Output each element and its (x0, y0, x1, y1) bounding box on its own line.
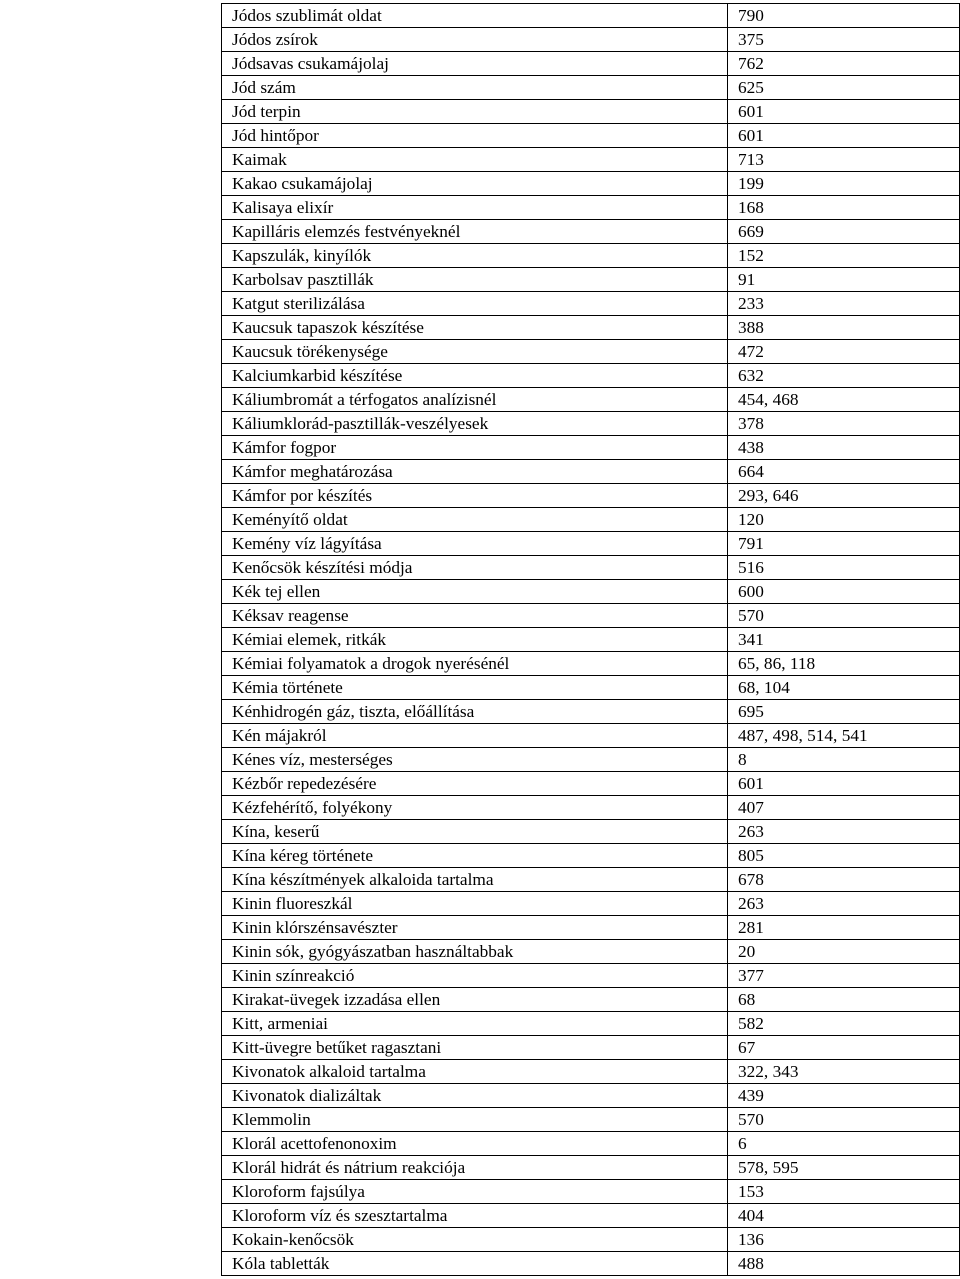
index-term: Klemmolin (222, 1108, 728, 1132)
index-term: Káliumklorád-pasztillák-veszélyesek (222, 412, 728, 436)
index-term: Kitt-üvegre betűket ragasztani (222, 1036, 728, 1060)
index-page-numbers: 377 (728, 964, 960, 988)
index-term: Kénes víz, mesterséges (222, 748, 728, 772)
table-row (222, 1084, 960, 1108)
index-page-numbers: 600 (728, 580, 960, 604)
index-term: Jódos szublimát oldat (222, 4, 728, 28)
index-page-numbers: 341 (728, 628, 960, 652)
index-page-numbers: 578, 595 (728, 1156, 960, 1180)
table-row (222, 604, 960, 628)
index-term: Kámfor meghatározása (222, 460, 728, 484)
index-term: Jód szám (222, 76, 728, 100)
index-term: Kézbőr repedezésére (222, 772, 728, 796)
index-page-numbers: 233 (728, 292, 960, 316)
index-page-numbers: 91 (728, 268, 960, 292)
index-term: Kéksav reagense (222, 604, 728, 628)
table-row (222, 76, 960, 100)
index-term: Kék tej ellen (222, 580, 728, 604)
index-term: Jód hintőpor (222, 124, 728, 148)
index-page-numbers: 153 (728, 1180, 960, 1204)
index-term: Kémiai elemek, ritkák (222, 628, 728, 652)
index-page-numbers: 601 (728, 124, 960, 148)
index-page-numbers: 582 (728, 1012, 960, 1036)
table-row (222, 436, 960, 460)
index-page-numbers: 378 (728, 412, 960, 436)
table-row (222, 1108, 960, 1132)
index-page-numbers: 713 (728, 148, 960, 172)
index-page-numbers: 67 (728, 1036, 960, 1060)
table-row (222, 652, 960, 676)
table-row (222, 700, 960, 724)
index-page-numbers: 570 (728, 604, 960, 628)
table-row (222, 124, 960, 148)
index-term: Kína, keserű (222, 820, 728, 844)
table-row (222, 724, 960, 748)
table-row (222, 748, 960, 772)
index-term: Karbolsav pasztillák (222, 268, 728, 292)
index-term: Kivonatok alkaloid tartalma (222, 1060, 728, 1084)
index-term: Kinin színreakció (222, 964, 728, 988)
index-page-numbers: 68 (728, 988, 960, 1012)
index-term: Kokain-kenőcsök (222, 1228, 728, 1252)
index-page-numbers: 625 (728, 76, 960, 100)
index-term: Kalisaya elixír (222, 196, 728, 220)
table-row (222, 244, 960, 268)
index-page-numbers: 152 (728, 244, 960, 268)
table-row (222, 4, 960, 28)
table-row (222, 916, 960, 940)
index-term: Katgut sterilizálása (222, 292, 728, 316)
index-page-numbers: 454, 468 (728, 388, 960, 412)
index-term: Kivonatok dializáltak (222, 1084, 728, 1108)
table-row (222, 964, 960, 988)
index-term: Kenőcsök készítési módja (222, 556, 728, 580)
index-term: Kapilláris elemzés festvényeknél (222, 220, 728, 244)
index-page-numbers: 570 (728, 1108, 960, 1132)
index-page-numbers: 516 (728, 556, 960, 580)
index-term: Jódsavas csukamájolaj (222, 52, 728, 76)
table-row (222, 316, 960, 340)
index-term: Kézfehérítő, folyékony (222, 796, 728, 820)
index-page-numbers: 388 (728, 316, 960, 340)
index-page-numbers: 762 (728, 52, 960, 76)
index-term: Kemény víz lágyítása (222, 532, 728, 556)
index-page-numbers: 120 (728, 508, 960, 532)
index-term: Kaucsuk törékenysége (222, 340, 728, 364)
index-page-numbers: 632 (728, 364, 960, 388)
index-term: Kakao csukamájolaj (222, 172, 728, 196)
table-row (222, 988, 960, 1012)
index-page-numbers: 199 (728, 172, 960, 196)
table-row (222, 772, 960, 796)
index-term: Kaimak (222, 148, 728, 172)
index-table-body (222, 4, 960, 1276)
table-row (222, 460, 960, 484)
index-term: Kalciumkarbid készítése (222, 364, 728, 388)
table-row (222, 1228, 960, 1252)
index-term: Kinin fluoreszkál (222, 892, 728, 916)
index-page-numbers: 601 (728, 772, 960, 796)
table-row (222, 1252, 960, 1276)
table-row (222, 412, 960, 436)
table-row (222, 52, 960, 76)
table-row (222, 676, 960, 700)
index-term: Kóla tabletták (222, 1252, 728, 1276)
index-page-numbers: 20 (728, 940, 960, 964)
index-term: Kinin klórszénsavészter (222, 916, 728, 940)
index-term: Kitt, armeniai (222, 1012, 728, 1036)
table-row (222, 172, 960, 196)
index-term: Káliumbromát a térfogatos analízisnél (222, 388, 728, 412)
index-page-numbers: 68, 104 (728, 676, 960, 700)
index-term: Kína kéreg története (222, 844, 728, 868)
table-row (222, 1036, 960, 1060)
table-row (222, 1180, 960, 1204)
index-page-numbers: 601 (728, 100, 960, 124)
index-page-numbers: 791 (728, 532, 960, 556)
table-row (222, 100, 960, 124)
index-term: Kámfor por készítés (222, 484, 728, 508)
table-row (222, 868, 960, 892)
index-term: Jód terpin (222, 100, 728, 124)
table-row (222, 28, 960, 52)
index-page-numbers: 790 (728, 4, 960, 28)
index-page-numbers: 6 (728, 1132, 960, 1156)
table-row (222, 1012, 960, 1036)
table-row (222, 580, 960, 604)
index-page-numbers: 375 (728, 28, 960, 52)
table-row (222, 148, 960, 172)
table-row (222, 388, 960, 412)
table-row (222, 532, 960, 556)
index-page-numbers: 678 (728, 868, 960, 892)
index-page-numbers: 664 (728, 460, 960, 484)
index-term: Kénhidrogén gáz, tiszta, előállítása (222, 700, 728, 724)
index-term: Klorál acettofenonoxim (222, 1132, 728, 1156)
index-term: Kaucsuk tapaszok készítése (222, 316, 728, 340)
index-term: Kirakat-üvegek izzadása ellen (222, 988, 728, 1012)
table-row (222, 820, 960, 844)
index-page-numbers: 281 (728, 916, 960, 940)
table-row (222, 1156, 960, 1180)
table-row (222, 628, 960, 652)
table-row (222, 940, 960, 964)
table-row (222, 508, 960, 532)
index-term: Klorál hidrát és nátrium reakciója (222, 1156, 728, 1180)
index-term: Kén májakról (222, 724, 728, 748)
index-page-numbers: 407 (728, 796, 960, 820)
table-row (222, 196, 960, 220)
index-term: Kinin sók, gyógyászatban használtabbak (222, 940, 728, 964)
table-row (222, 892, 960, 916)
index-term: Kámfor fogpor (222, 436, 728, 460)
table-row (222, 1132, 960, 1156)
table-row (222, 220, 960, 244)
table-row (222, 340, 960, 364)
index-term: Keményítő oldat (222, 508, 728, 532)
table-row (222, 364, 960, 388)
index-page-numbers: 168 (728, 196, 960, 220)
index-page-numbers: 487, 498, 514, 541 (728, 724, 960, 748)
table-row (222, 484, 960, 508)
table-row (222, 1204, 960, 1228)
index-page-numbers: 263 (728, 892, 960, 916)
index-page-numbers: 438 (728, 436, 960, 460)
index-term: Kína készítmények alkaloida tartalma (222, 868, 728, 892)
index-page-numbers: 695 (728, 700, 960, 724)
table-row (222, 556, 960, 580)
index-page-numbers: 805 (728, 844, 960, 868)
index-term: Kémiai folyamatok a drogok nyerésénél (222, 652, 728, 676)
index-page-numbers: 669 (728, 220, 960, 244)
table-row (222, 292, 960, 316)
index-table (221, 3, 960, 1276)
index-term: Kloroform fajsúlya (222, 1180, 728, 1204)
table-row (222, 1060, 960, 1084)
index-page-numbers: 136 (728, 1228, 960, 1252)
index-page-numbers: 65, 86, 118 (728, 652, 960, 676)
table-row (222, 268, 960, 292)
index-page-numbers: 293, 646 (728, 484, 960, 508)
index-term: Kapszulák, kinyílók (222, 244, 728, 268)
index-page-numbers: 8 (728, 748, 960, 772)
table-row (222, 844, 960, 868)
index-term: Jódos zsírok (222, 28, 728, 52)
index-page-numbers: 322, 343 (728, 1060, 960, 1084)
index-term: Kloroform víz és szesztartalma (222, 1204, 728, 1228)
index-page-numbers: 472 (728, 340, 960, 364)
index-term: Kémia története (222, 676, 728, 700)
table-row (222, 796, 960, 820)
index-page-numbers: 263 (728, 820, 960, 844)
index-page-numbers: 404 (728, 1204, 960, 1228)
index-page-numbers: 488 (728, 1252, 960, 1276)
index-page-numbers: 439 (728, 1084, 960, 1108)
